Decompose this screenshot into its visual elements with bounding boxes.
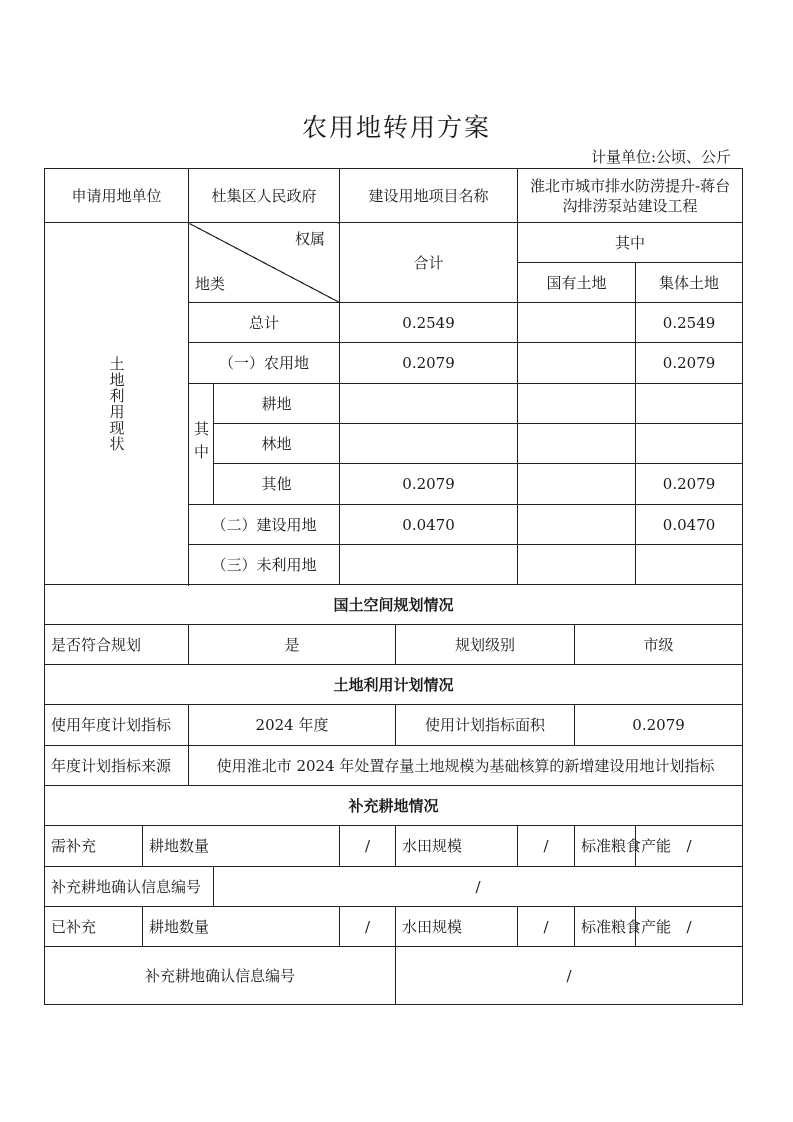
row-collective: 0.2079 xyxy=(636,343,743,384)
row-collective xyxy=(636,384,743,424)
row-state xyxy=(518,384,636,424)
row-total: 0.2079 xyxy=(340,464,518,505)
row-total: 0.2079 xyxy=(340,343,518,384)
row-label: （二）建设用地 xyxy=(189,505,340,545)
ownership-label: 权属 xyxy=(295,230,326,248)
row-state xyxy=(518,343,636,384)
land-type-label: 地类 xyxy=(195,275,226,293)
land-status-section xyxy=(45,223,189,585)
row-state xyxy=(518,505,636,545)
need-confirm-value: / xyxy=(214,867,743,907)
applicant-value: 杜集区人民政府 xyxy=(189,169,340,223)
land-status-label: 土地利用现状 xyxy=(107,355,126,452)
annual-row xyxy=(45,705,743,746)
conform-value: 是 xyxy=(189,625,396,665)
applicant-label: 申请用地单位 xyxy=(45,169,189,223)
row-state xyxy=(518,424,636,464)
diagonal-header-cell xyxy=(189,223,340,303)
row-label: 其他 xyxy=(214,464,340,505)
annual-label: 使用年度计划指标 xyxy=(45,705,189,746)
area-value: 0.2079 xyxy=(575,705,743,746)
row-total xyxy=(340,545,518,585)
row-label: （一）农用地 xyxy=(189,343,340,384)
land-conversion-table xyxy=(44,168,743,1005)
need-label: 需补充 xyxy=(45,826,143,867)
row-collective: 0.2079 xyxy=(636,464,743,505)
page-title: 农用地转用方案 xyxy=(301,113,491,142)
row-state xyxy=(518,545,636,585)
done-qty-label: 耕地数量 xyxy=(143,907,340,947)
col-total-header: 合计 xyxy=(340,223,518,303)
done-confirm-value: / xyxy=(396,947,743,1005)
need-grain-label: 标准粮食产能 xyxy=(575,826,636,867)
row-state xyxy=(518,464,636,505)
source-label: 年度计划指标来源 xyxy=(45,746,189,786)
need-grain-value: / xyxy=(636,826,743,867)
done-grain-value: / xyxy=(636,907,743,947)
among-label-cell xyxy=(189,384,214,505)
conform-label: 是否符合规划 xyxy=(45,625,189,665)
row-collective xyxy=(636,545,743,585)
land-plan-heading: 土地利用计划情况 xyxy=(45,665,743,705)
col-among-header: 其中 xyxy=(518,223,743,263)
need-confirm-label: 补充耕地确认信息编号 xyxy=(45,867,214,907)
source-row xyxy=(45,746,743,786)
done-supplement-row xyxy=(45,907,743,947)
row-total: 0.0470 xyxy=(340,505,518,545)
need-qty-value: / xyxy=(340,826,396,867)
area-label: 使用计划指标面积 xyxy=(396,705,575,746)
supplement-heading: 补充耕地情况 xyxy=(45,786,743,826)
row-state xyxy=(518,303,636,343)
row-label: 林地 xyxy=(214,424,340,464)
row-total xyxy=(340,384,518,424)
row-label: 耕地 xyxy=(214,384,340,424)
row-collective xyxy=(636,424,743,464)
among-label: 其中 xyxy=(192,421,211,467)
row-collective: 0.0470 xyxy=(636,505,743,545)
planning-heading: 国土空间规划情况 xyxy=(45,585,743,625)
row-total xyxy=(340,424,518,464)
level-value: 市级 xyxy=(575,625,743,665)
col-collective-header: 集体土地 xyxy=(636,263,743,303)
row-label: （三）未利用地 xyxy=(189,545,340,585)
need-supplement-row xyxy=(45,826,743,867)
need-paddy-label: 水田规模 xyxy=(396,826,518,867)
source-value: 使用淮北市 2024 年处置存量土地规模为基础核算的新增建设用地计划指标 xyxy=(189,746,743,786)
done-confirm-label: 补充耕地确认信息编号 xyxy=(45,947,396,1005)
applicant-row xyxy=(45,169,743,223)
level-label: 规划级别 xyxy=(396,625,575,665)
row-label: 总计 xyxy=(189,303,340,343)
annual-value: 2024 年度 xyxy=(189,705,396,746)
need-qty-label: 耕地数量 xyxy=(143,826,340,867)
done-qty-value: / xyxy=(340,907,396,947)
col-state-header: 国有土地 xyxy=(518,263,636,303)
done-label: 已补充 xyxy=(45,907,143,947)
done-paddy-value: / xyxy=(518,907,575,947)
row-collective: 0.2549 xyxy=(636,303,743,343)
row-total: 0.2549 xyxy=(340,303,518,343)
need-paddy-value: / xyxy=(518,826,575,867)
project-label: 建设用地项目名称 xyxy=(340,169,518,223)
project-value: 淮北市城市排水防涝提升-蒋台沟排涝泵站建设工程 xyxy=(518,169,743,223)
planning-row xyxy=(45,625,743,665)
done-paddy-label: 水田规模 xyxy=(396,907,518,947)
done-grain-label: 标准粮食产能 xyxy=(575,907,636,947)
need-confirm-row xyxy=(45,867,743,907)
done-confirm-row xyxy=(45,947,743,1005)
measurement-unit: 计量单位:公顷、公斤 xyxy=(590,148,731,166)
